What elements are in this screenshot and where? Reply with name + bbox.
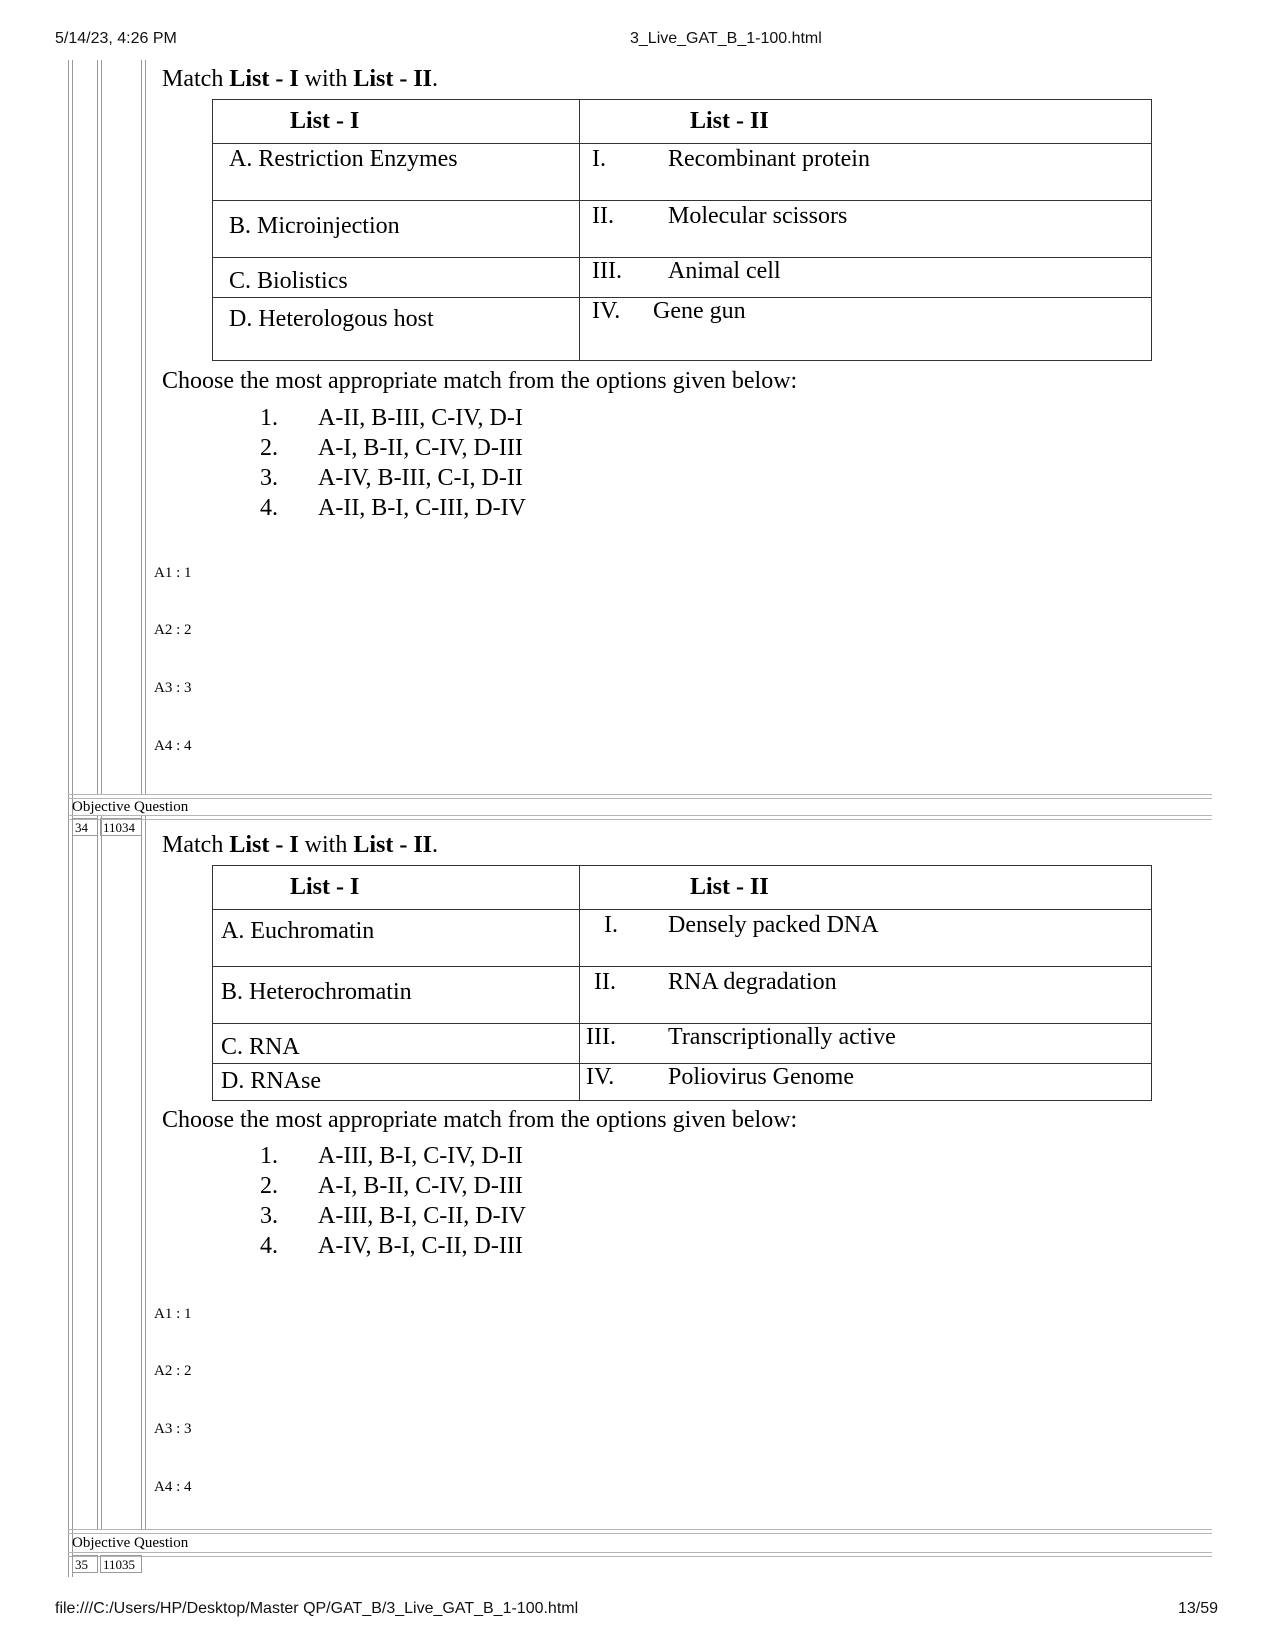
question-type-label: Objective Question xyxy=(72,1535,189,1551)
question-title: Match List - I with List - II. xyxy=(162,832,439,858)
column-divider-3b xyxy=(101,815,102,1530)
table-row: D. RNAse IV. Poliovirus Genome xyxy=(213,1064,1152,1101)
print-title: 3_Live_GAT_B_1-100.html xyxy=(630,30,822,47)
question-id: 11035 xyxy=(100,1555,142,1573)
instruction-text: Choose the most appropriate match from the options given below: xyxy=(162,368,798,394)
column-divider-4 xyxy=(141,815,142,1530)
table-header-list-1: List - I xyxy=(213,866,580,910)
table-row: C. Biolistics III. Animal cell xyxy=(213,258,1152,298)
table-header-list-1: List - I xyxy=(213,100,580,144)
column-divider-2b xyxy=(145,60,146,795)
page-number: 13/59 xyxy=(1178,1600,1219,1617)
answer-option-1: A1 : 1 xyxy=(154,1306,192,1322)
answer-option-2: A2 : 2 xyxy=(154,622,192,638)
column-divider-4b xyxy=(145,815,146,1530)
instruction-text: Choose the most appropriate match from the options given below: xyxy=(162,1107,798,1133)
answer-option-4: A4 : 4 xyxy=(154,738,192,754)
column-divider-3 xyxy=(97,815,98,1530)
print-file-path: file:///C:/Users/HP/Desktop/Master QP/GAT_B/3_Live_GAT_B_1-100.html xyxy=(55,1600,579,1617)
row-divider xyxy=(68,1533,1212,1534)
row-divider xyxy=(68,798,1212,799)
row-divider xyxy=(68,815,1212,816)
question-type-label: Objective Question xyxy=(72,799,189,815)
row-divider xyxy=(68,794,1212,795)
row-divider xyxy=(68,819,1212,820)
question-title: Match List - I with List - II. xyxy=(162,66,439,92)
print-datetime: 5/14/23, 4:26 PM xyxy=(55,30,177,47)
table-row: B. Heterochromatin II. RNA degradation xyxy=(213,967,1152,1024)
question-number: 34 xyxy=(72,818,98,836)
column-divider-1 xyxy=(97,60,98,795)
answer-option-3: A3 : 3 xyxy=(154,1421,192,1437)
table-row: A. Restriction Enzymes I. Recombinant protein xyxy=(213,144,1152,201)
table-row: D. Heterologous host IV. Gene gun xyxy=(213,298,1152,361)
answer-option-3: A3 : 3 xyxy=(154,680,192,696)
column-divider-2 xyxy=(141,60,142,795)
answer-option-2: A2 : 2 xyxy=(154,1363,192,1379)
table-header-list-2: List - II xyxy=(580,100,1152,144)
table-row: A. Euchromatin I. Densely packed DNA xyxy=(213,910,1152,967)
answer-option-4: A4 : 4 xyxy=(154,1479,192,1495)
answer-option-1: A1 : 1 xyxy=(154,565,192,581)
table-row: B. Microinjection II. Molecular scissors xyxy=(213,201,1152,258)
table-row: C. RNA III. Transcriptionally active xyxy=(213,1024,1152,1064)
question-number: 35 xyxy=(72,1555,98,1573)
row-divider xyxy=(68,1552,1212,1553)
row-divider xyxy=(68,1556,1212,1557)
question-id: 11034 xyxy=(100,818,142,836)
column-divider-1b xyxy=(101,60,102,795)
match-table xyxy=(212,865,1152,1101)
match-table xyxy=(212,99,1152,361)
table-header-list-2: List - II xyxy=(580,866,1152,910)
row-divider xyxy=(68,1529,1212,1530)
